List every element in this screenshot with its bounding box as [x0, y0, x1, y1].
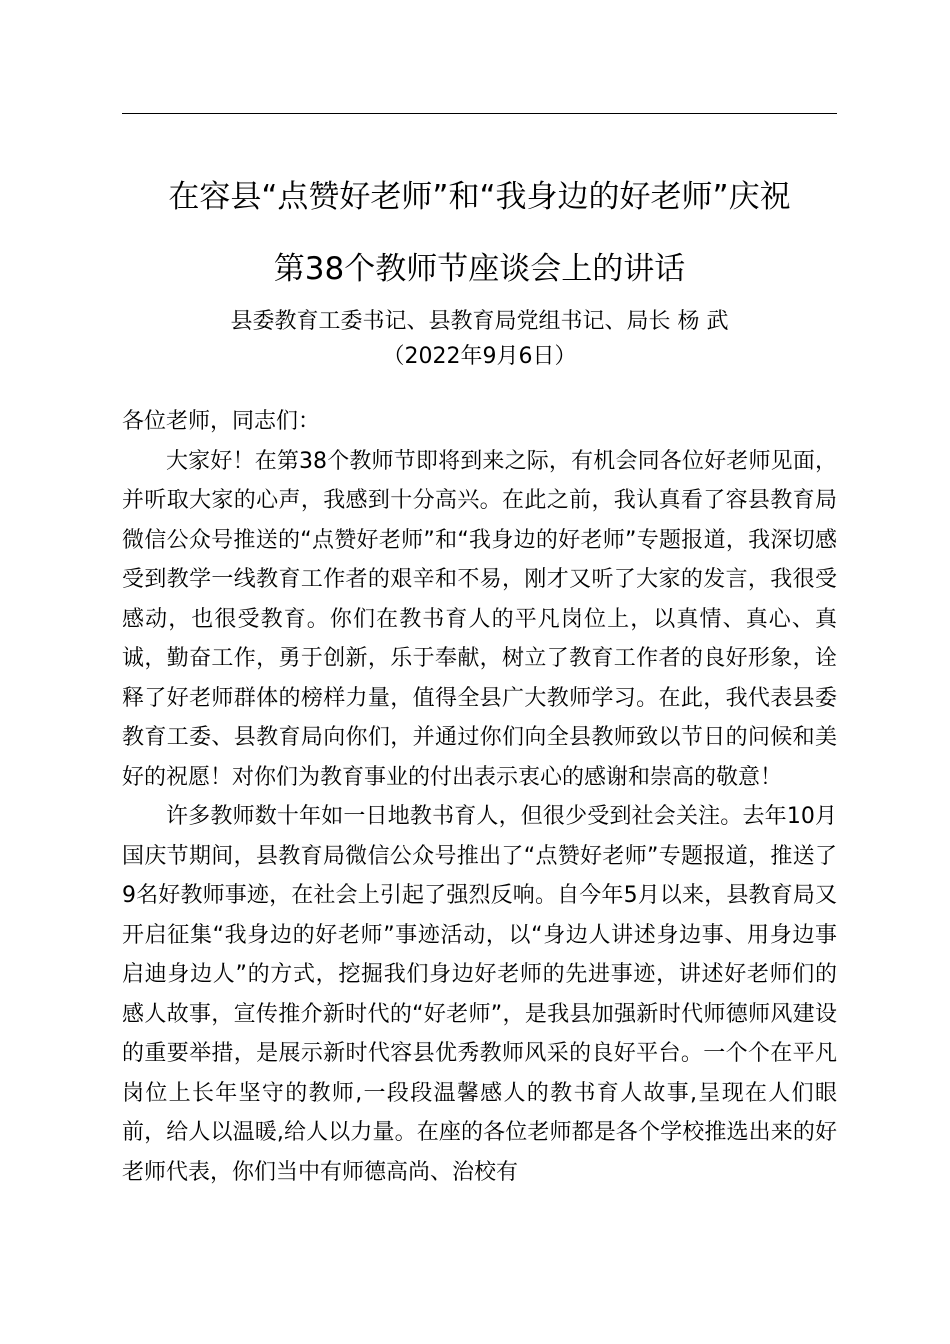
paragraph: 大家好！在第38个教师节即将到来之际，有机会同各位好老师见面，并听取大家的心声，我感到十分高兴。在此之前，我认真看了容县教育局微信公众号推送的“点赞好老师”和“我身边的好老师”专题报道，我深切感受到教学一线教育工作者的艰辛和不易，刚才又听了大家的发言，我很受感动，也很受教育。你们在教书育人的平凡岗位上，以真情、真心、真诚，勤奋工作，勇于创新，乐于奉献，树立了教育工作者的良好形象，诠释了好老师群体的榜样力量，值得全县广大教师学习。在此，我代表县委教育工委、县教育局向你们，并通过你们向全县教师致以节日的问候和美好的祝愿！对你们为教育事业的付出表示衷心的感谢和崇高的敬意！	[122, 448, 837, 790]
title-line-2: 第38个教师节座谈会上的讲话	[273, 251, 686, 287]
header-rule	[122, 113, 837, 114]
salutation: 各位老师，同志们：	[122, 409, 321, 434]
date-line: （2022年9月6日）	[382, 344, 577, 369]
paragraph: 许多教师数十年如一日地教书育人，但很少受到社会关注。去年10月国庆节期间，县教育局微信公众号推出了“点赞好老师”专题报道，推送了9名好教师事迹，在社会上引起了强烈反响。自今年5月以来，县教育局又开启征集“我身边的好老师”事迹活动，以“身边人讲述身边事、用身边事启迪身边人”的方式，挖掘我们身边好老师的先进事迹，讲述好老师们的感人故事，宣传推介新时代的“好老师”，是我县加强新时代师德师风建设的重要举措，是展示新时代容县优秀教师风采的良好平台。一个个在平凡岗位上长年坚守的教师,一段段温馨感人的教书育人故事,呈现在人们眼前，给人以温暖,给人以力量。在座的各位老师都是各个学校推选出来的好老师代表，你们当中有师德高尚、治校有	[122, 804, 837, 1185]
title-line-1: 在容县“点赞好老师”和“我身边的好老师”庆祝	[168, 179, 791, 215]
speech-body	[122, 402, 837, 1192]
speaker-line: 县委教育工委书记、县教育局党组书记、局长 杨 武	[230, 309, 729, 334]
